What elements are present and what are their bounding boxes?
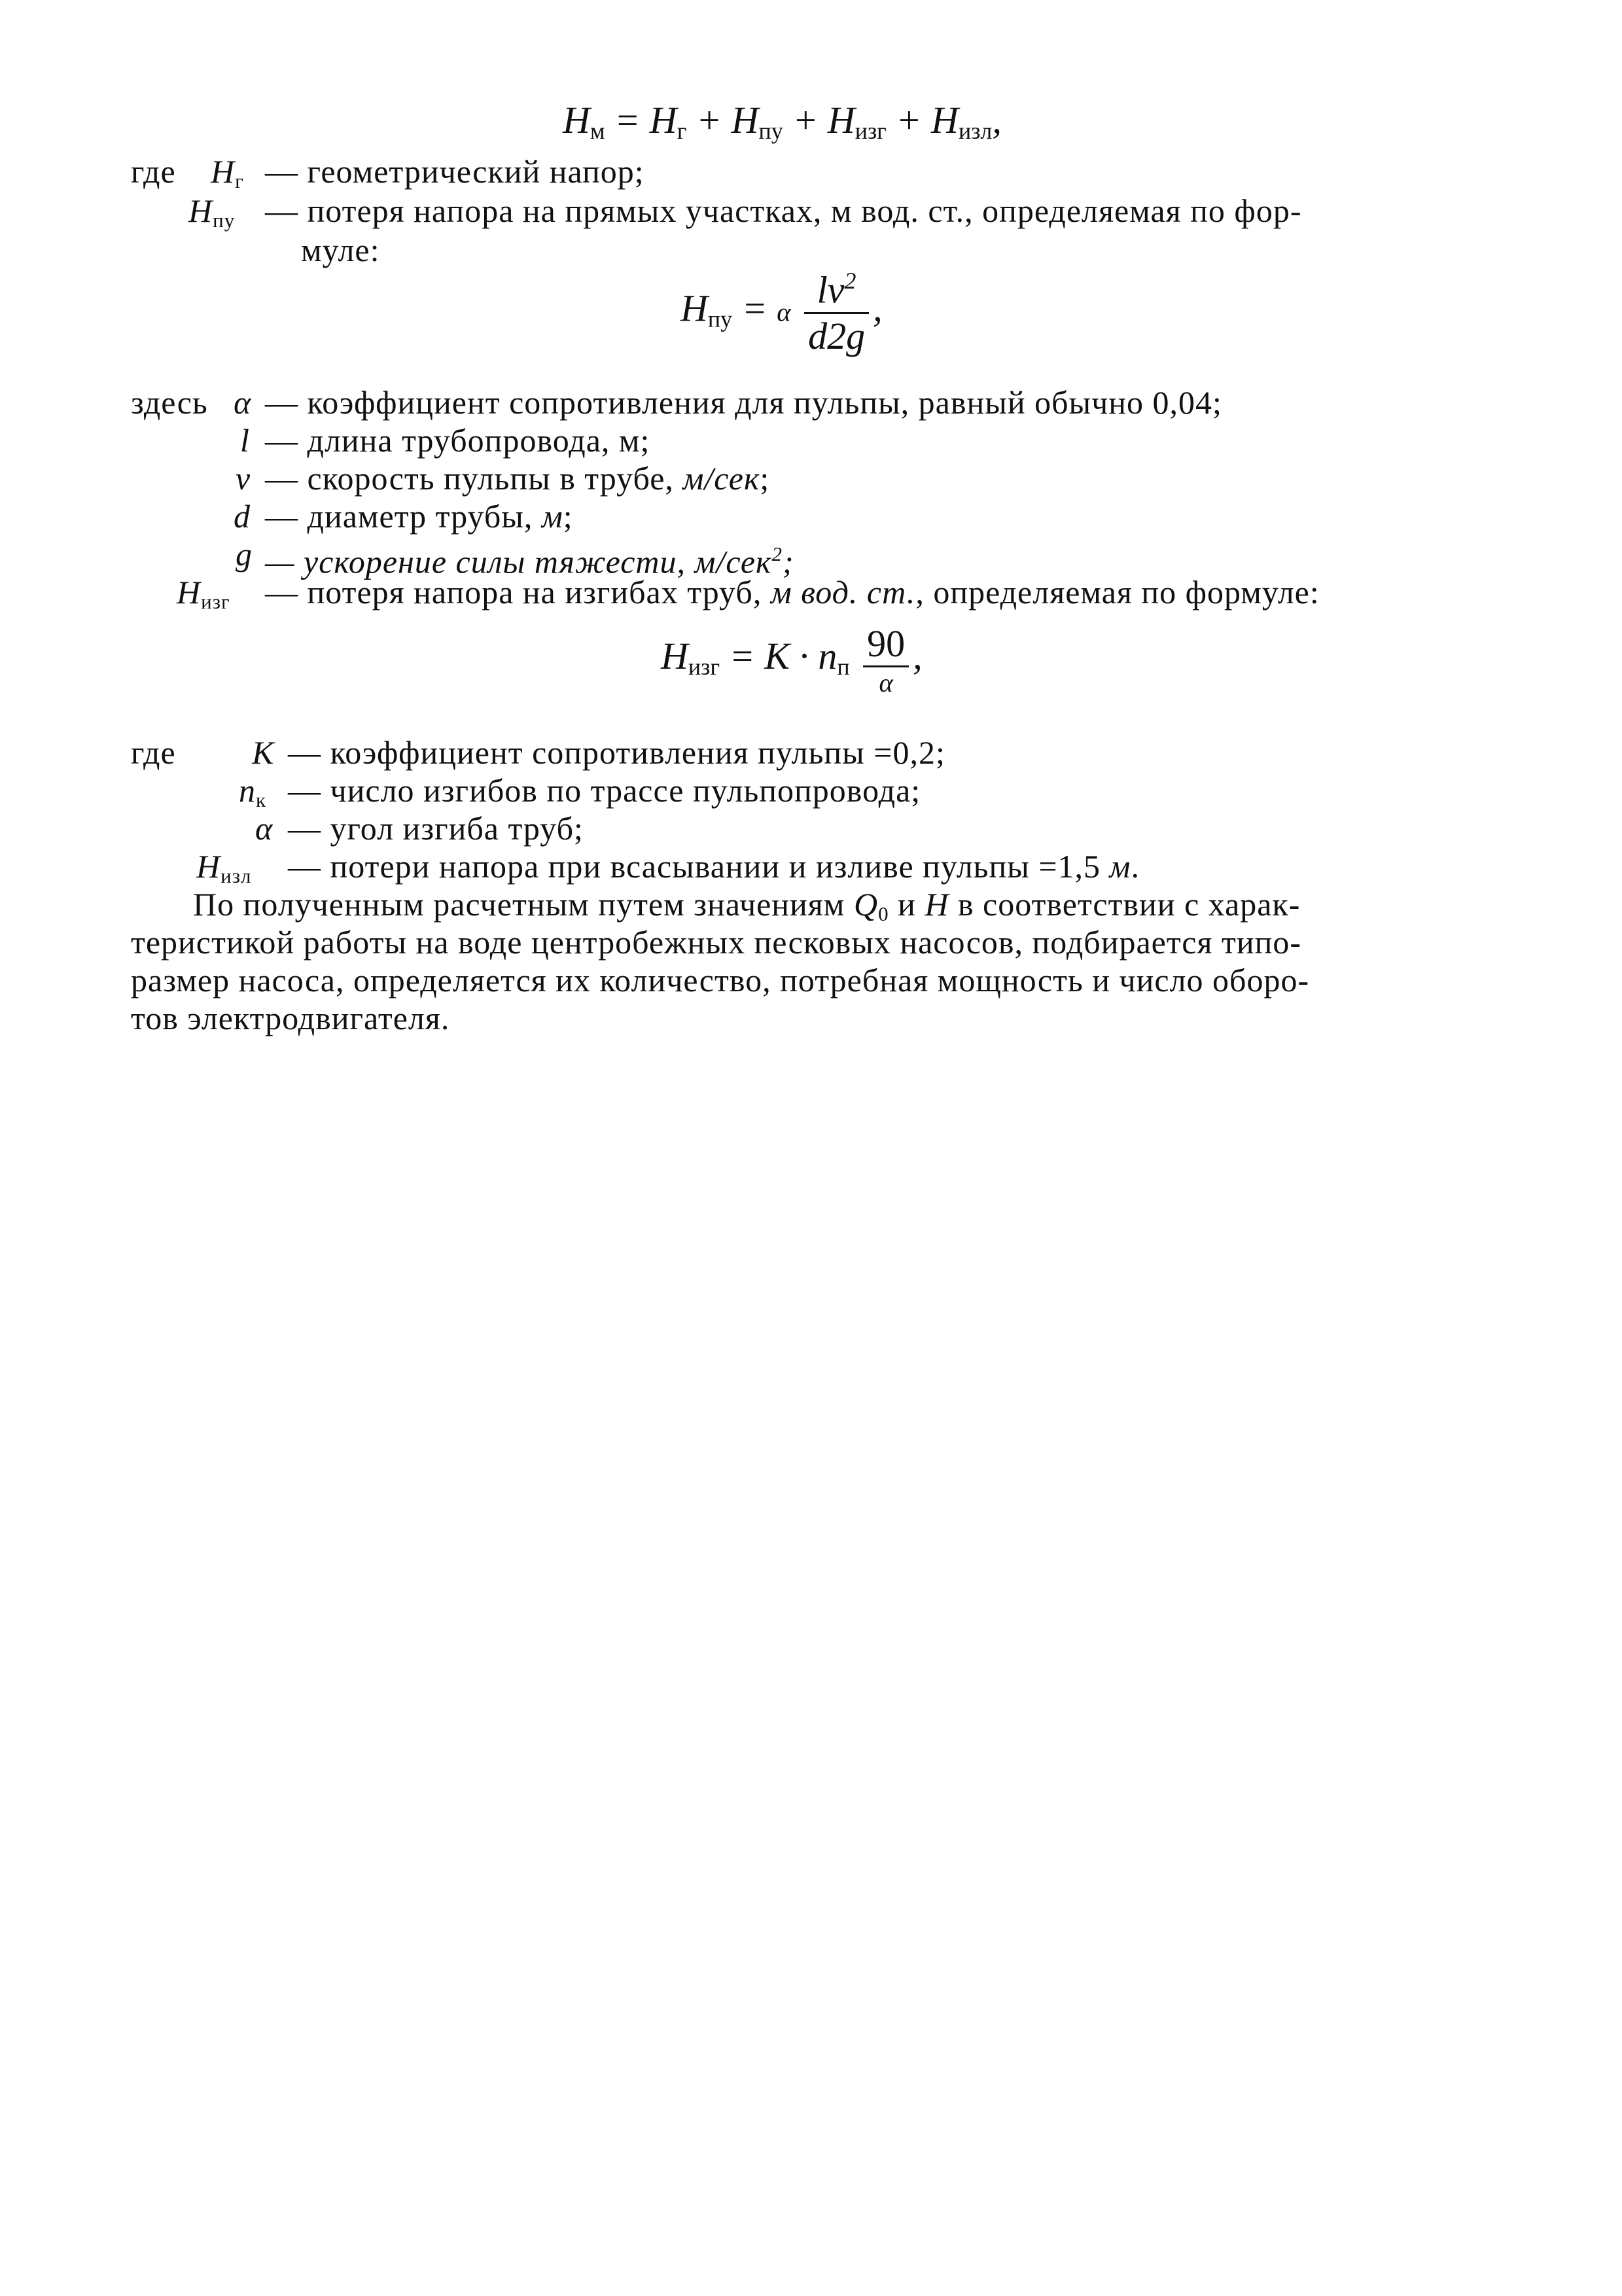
symbol-hizg: $H_{изг}$ (177, 574, 230, 613)
def-d: — диаметр трубы, м; (265, 498, 573, 535)
def-hizl: — потери напора при всасывании и изливе пульпы =1,5 м. (288, 848, 1140, 885)
def-hpu-cont: муле: (301, 232, 380, 268)
paragraph-line-2: теристикой работы на воде центробежных песковых насосов, подбирается типо- (131, 924, 1302, 961)
symbol-hpu: $H_{пу}$ (188, 192, 236, 232)
fraction-hizg-denominator: α (879, 668, 893, 698)
def-g: — ускорение силы тяжести, м/сек$^2$; (265, 542, 794, 580)
def-alpha-2: — угол изгиба труб; (288, 810, 584, 847)
paragraph-line-1: По полученным расчетным путем значениям $Q_0$ и H в соответствии с харак- (193, 886, 1301, 925)
def-v: — скорость пульпы в трубе, м/сек; (265, 460, 770, 497)
symbol-nk: $n_к$ (239, 772, 267, 811)
def-l: — длина трубопровода, м; (265, 422, 650, 459)
where-prefix-1: где (131, 153, 176, 190)
symbol-l: l (240, 422, 250, 459)
fraction-hizg (863, 622, 909, 698)
where-prefix-3: где (131, 734, 176, 771)
symbol-hizl: $H_{изл}$ (196, 848, 252, 887)
symbol-d: d (234, 498, 251, 535)
paragraph-line-4: тов электродвигателя. (131, 1000, 450, 1036)
fraction-hpu-denominator: d2g (808, 314, 866, 357)
def-k: — коэффициент сопротивления пульпы =0,2; (288, 734, 945, 771)
where-prefix-2: здесь (131, 384, 208, 421)
def-hpu: — потеря напора на прямых участках, м вод. ст., определяемая по фор- (265, 192, 1302, 229)
fraction-hizg-numerator: 90 (863, 622, 909, 667)
symbol-hg: $H_г$ (211, 153, 244, 192)
formula-hpu: $H_{пу} = \alpha$ $\frac{lv^2}{d2g}$ , (680, 268, 883, 357)
formula-main: $H_м = H_г + H_{пу} + H_{изг} + H_{изл}$, (563, 99, 1002, 144)
fraction-hpu (804, 267, 869, 358)
symbol-alpha: α (234, 384, 252, 421)
symbol-alpha-2: α (255, 810, 273, 847)
def-nk: — число изгибов по трассе пульпопровода; (288, 772, 921, 809)
def-hizg: — потеря напора на изгибах труб, м вод. ст., определяемая по формуле: (265, 574, 1320, 610)
formula-hizg: $H_{изг} = K \cdot n_п$ $\frac{90}{\alpha}$ , (661, 622, 923, 698)
def-alpha: — коэффициент сопротивления для пульпы, равный обычно 0,04; (265, 384, 1222, 421)
symbol-g: g (236, 536, 253, 573)
def-hg: — геометрический напор; (265, 153, 644, 190)
fraction-hpu-numerator: $lv^2$ (804, 267, 869, 314)
symbol-v: v (236, 460, 251, 497)
paragraph-line-3: размер насоса, определяется их количество, потребная мощность и число оборо- (131, 962, 1310, 998)
symbol-k: K (252, 734, 275, 771)
